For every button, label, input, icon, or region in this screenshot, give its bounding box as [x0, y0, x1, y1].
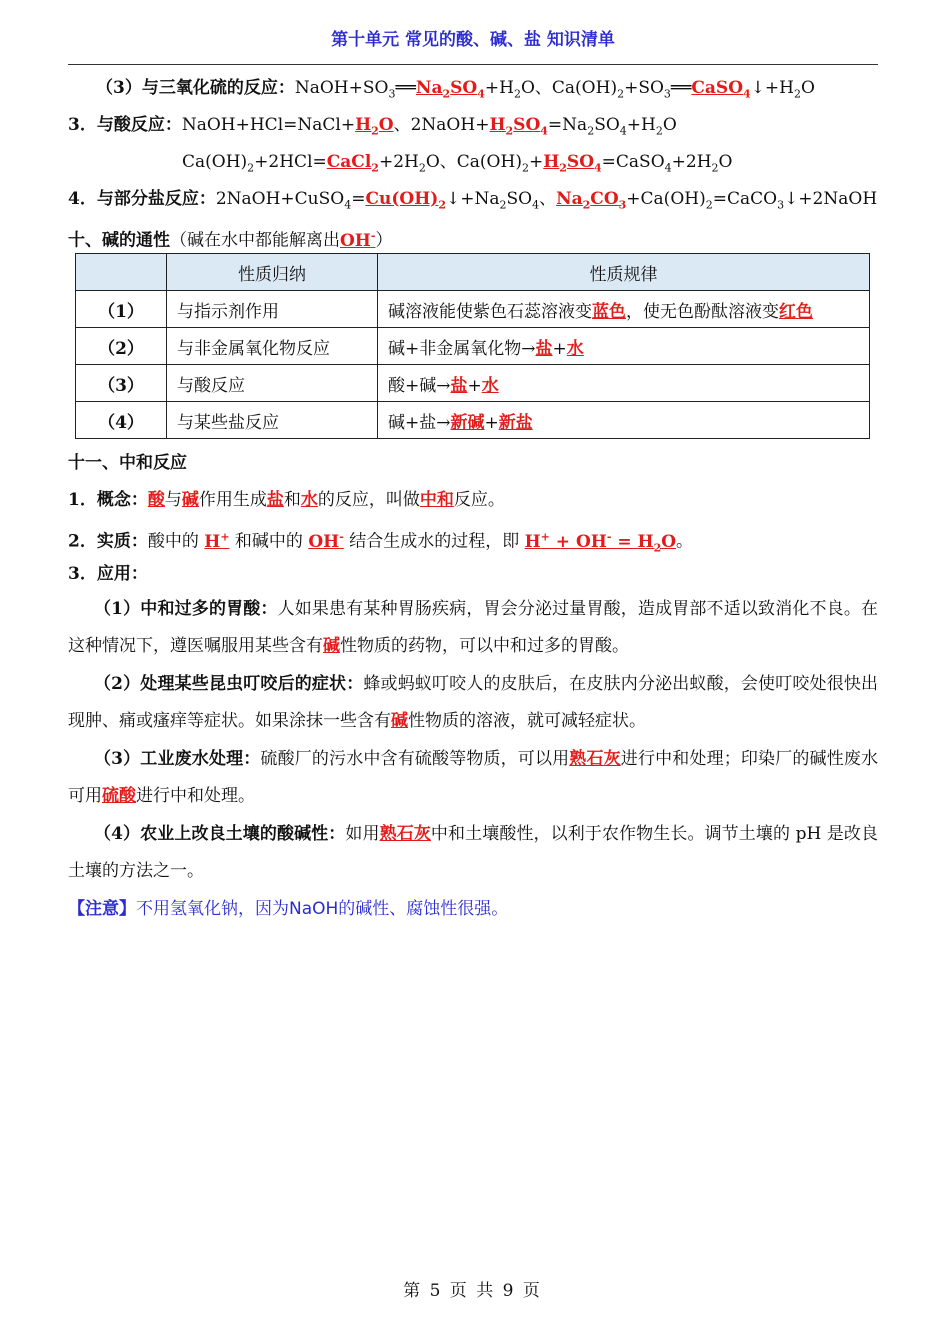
- page-footer: 第 5 页 共 9 页: [403, 1281, 542, 1301]
- page-header: 第十单元 常见的酸、碱、盐 知识清单: [68, 26, 878, 65]
- table-row: [76, 365, 870, 402]
- base-properties-table: [75, 253, 870, 439]
- reaction-acid-line1: 3．与酸反应：$NaOH+HCl=NaCl+H_2O$、$2NaOH+H_2SO_4=Na_2SO_4+H_2O$: [68, 115, 677, 138]
- table-row: [76, 402, 870, 439]
- row-rule: 碱+盐→新碱+新盐: [378, 402, 870, 439]
- reaction-acid-line2: $Ca(OH)_2+2HCl=CaCl_2+2H_2O$、$Ca(OH)_2+H_2SO_4=CaSO_4+2H_2O$: [182, 152, 733, 175]
- neutralization-concept: 1．概念：酸与碱作用生成盐和水的反应，叫做中和反应。: [68, 490, 505, 510]
- table-header-cell: 性质规律: [378, 254, 870, 291]
- row-name: 与某些盐反应: [167, 402, 378, 439]
- reaction-so3: （3）与三氧化硫的反应：$NaOH+SO_3══Na_2SO_4+H_2O$、$Ca(OH)_2+SO_3══CaSO_4↓+H_2O$: [96, 78, 815, 101]
- table-row: [76, 328, 870, 365]
- row-name: 与非金属氧化物反应: [167, 328, 378, 365]
- row-rule: 碱+非金属氧化物→盐+水: [378, 328, 870, 365]
- application-1: （1）中和过多的胃酸：人如果患有某种胃肠疾病，胃会分泌过量胃酸，造成胃部不适以致消化不良。在这种情况下，遵医嘱服用某些含有碱性物质的药物，可以中和过多的胃酸。: [68, 599, 878, 656]
- row-number: （2）: [76, 328, 167, 365]
- row-number: （4）: [76, 402, 167, 439]
- application-3: （3）工业废水处理：硫酸厂的污水中含有硫酸等物质，可以用熟石灰进行中和处理；印染厂的碱性废水可用硫酸进行中和处理。: [68, 749, 879, 806]
- table-header-cell: 性质归纳: [167, 254, 378, 291]
- table-header-blank: [76, 254, 167, 291]
- application-2: （2）处理某些昆虫叮咬后的症状：蜂或蚂蚁叮咬人的皮肤后，在皮肤内分泌出蚁酸，会使叮咬处很快出现肿、痛或瘙痒等症状。如果涂抹一些含有碱性物质的溶液，就可减轻症状。: [68, 674, 879, 731]
- reaction-salt: 4．与部分盐反应：$2NaOH+CuSO_4=Cu(OH)_2↓+Na_2SO_4$、$Na_2CO_3+Ca(OH)_2=CaCO_3↓+2NaOH$: [68, 189, 878, 212]
- application-label: 3．应用：: [68, 564, 148, 584]
- row-number: （3）: [76, 365, 167, 402]
- note: 【注意】不用氢氧化钠，因为NaOH的碱性、腐蚀性很强。: [68, 899, 509, 919]
- row-number: （1）: [76, 291, 167, 328]
- section-10-title: 十、碱的通性（碱在水中都能解离出OH-）: [68, 229, 393, 251]
- row-name: 与指示剂作用: [167, 291, 378, 328]
- neutralization-essence: 2．实质：酸中的 H+ 和碱中的 OH- 结合生成水的过程，即 $H^+ + OH^- = H_2O$。: [68, 530, 694, 555]
- row-rule: 酸+碱→盐+水: [378, 365, 870, 402]
- row-name: 与酸反应: [167, 365, 378, 402]
- row-rule: 碱溶液能使紫色石蕊溶液变蓝色，使无色酚酞溶液变红色: [378, 291, 870, 328]
- application-4: （4）农业上改良土壤的酸碱性：如用熟石灰中和土壤酸性，以利于农作物生长。调节土壤的 pH 是改良土壤的方法之一。: [68, 824, 879, 881]
- table-row: [76, 291, 870, 328]
- table-header-row: [76, 254, 870, 291]
- section-11-title: 十一、中和反应: [68, 453, 187, 473]
